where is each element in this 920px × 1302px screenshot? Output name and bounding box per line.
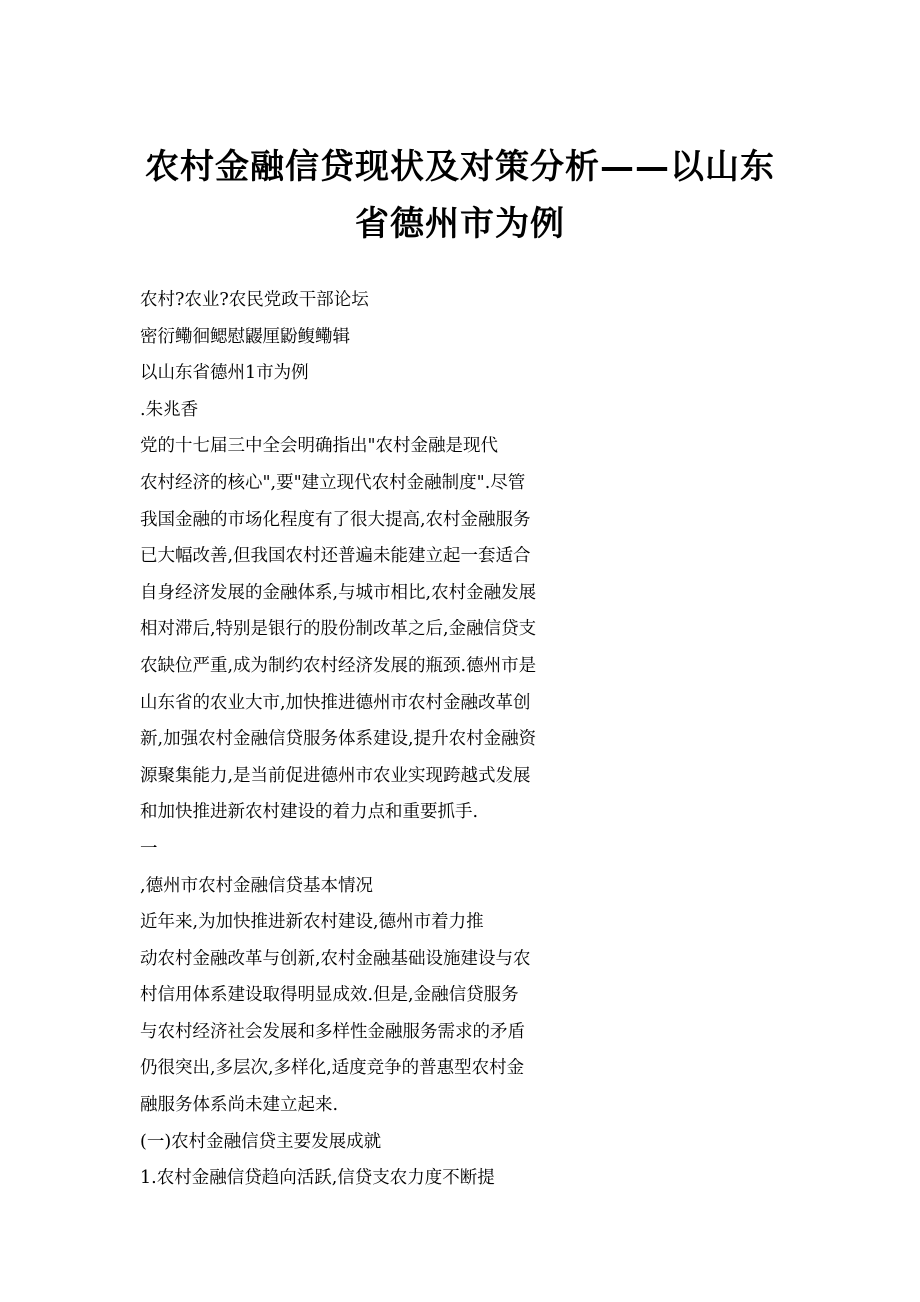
body-line: 和加快推进新农村建设的着力点和重要抓手. <box>140 802 479 823</box>
body-line: 融服务体系尚未建立起来. <box>140 1095 339 1116</box>
body-line: 已大幅改善,但我国农村还普遍未能建立起一套适合 <box>140 546 531 567</box>
document-body <box>140 282 580 1197</box>
body-line: 农村?农业?农民党政干部论坛 <box>140 290 369 310</box>
document-title-line-2: 省德州市为例 <box>355 204 565 244</box>
author-line: .朱兆香 <box>140 399 199 420</box>
body-line: 农村经济的核心",要"建立现代农村金融制度".尽管 <box>140 472 526 493</box>
section-heading: ,德州市农村金融信贷基本情况 <box>140 875 374 896</box>
body-line: 仍很突出,多层次,多样化,适度竞争的普惠型农村金 <box>140 1058 525 1079</box>
body-line: 农缺位严重,成为制约农村经济发展的瓶颈.德州市是 <box>140 655 537 676</box>
body-line: 我国金融的市场化程度有了很大提高,农村金融服务 <box>140 509 531 530</box>
body-line: 新,加强农村金融信贷服务体系建设,提升农村金融资 <box>140 729 537 750</box>
body-line: 动农村金融改革与创新,农村金融基础设施建设与农 <box>140 948 531 969</box>
body-line: 相对滞后,特别是银行的股份制改革之后,金融信贷支 <box>140 619 537 640</box>
section-number: 一 <box>140 838 158 859</box>
document-title-line-1: 农村金融信贷现状及对策分析——以山东 <box>145 147 775 187</box>
body-line: 党的十七届三中全会明确指出"农村金融是现代 <box>140 436 499 457</box>
body-line: 以山东省德州1市为例 <box>140 363 309 384</box>
body-line: 1.农村金融信贷趋向活跃,信贷支农力度不断提 <box>140 1168 495 1189</box>
subsection-heading: (一)农村金融信贷主要发展成就 <box>140 1131 382 1152</box>
body-line: 村信用体系建设取得明显成效.但是,金融信贷服务 <box>140 985 519 1006</box>
body-line: 近年来,为加快推进新农村建设,德州市着力推 <box>140 912 484 933</box>
body-line: 自身经济发展的金融体系,与城市相比,农村金融发展 <box>140 582 537 603</box>
body-line: 密衍鳓徊鳃慰鼹厘鼢鳆鳓辑 <box>140 326 350 347</box>
body-line: 山东省的农业大市,加快推进德州市农村金融改革创 <box>140 692 531 713</box>
body-line: 与农村经济社会发展和多样性金融服务需求的矛盾 <box>140 1021 525 1042</box>
body-line: 源聚集能力,是当前促进德州市农业实现跨越式发展 <box>140 765 531 786</box>
